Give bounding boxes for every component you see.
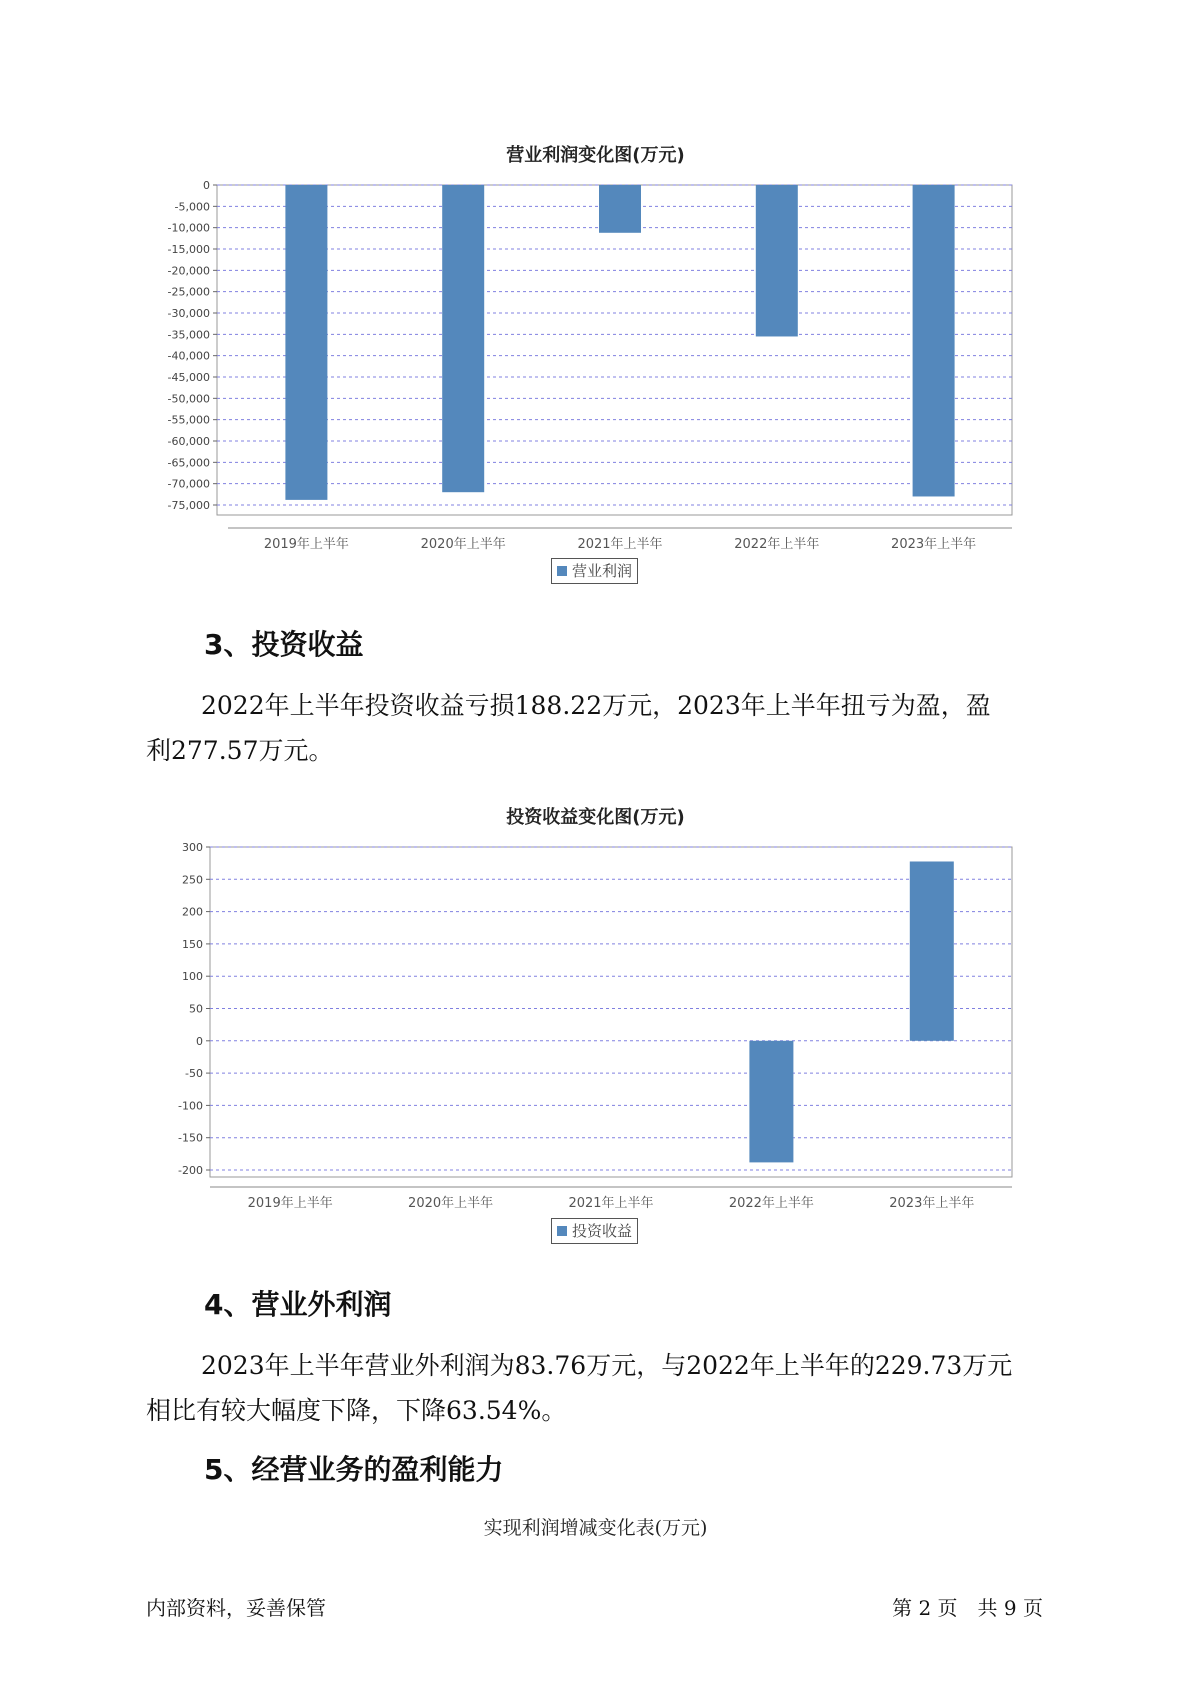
x-tick-label: 2022年上半年	[734, 537, 820, 552]
footer-confidential-note: 内部资料，妥善保管	[146, 1596, 326, 1620]
chart1-legend-label: 营业利润	[572, 562, 633, 580]
x-tick-label: 2021年上半年	[577, 537, 663, 552]
y-tick-label: -100	[178, 1099, 203, 1113]
y-tick-label: -10,000	[167, 221, 210, 235]
y-tick-label: 50	[189, 1002, 203, 1016]
y-tick-label: -150	[178, 1131, 203, 1145]
y-tick-label: -55,000	[167, 413, 210, 427]
section4-paragraph	[146, 1343, 1066, 1433]
y-tick-label: 150	[182, 937, 203, 951]
y-tick-label: -200	[178, 1164, 203, 1177]
section4-heading: 4、营业外利润	[204, 1288, 392, 1321]
y-tick-label: -30,000	[167, 307, 210, 320]
x-tick-label: 2023年上半年	[891, 537, 977, 552]
x-tick-label: 2021年上半年	[568, 1196, 654, 1211]
chart1-title: 营业利润变化图(万元)	[506, 145, 685, 166]
y-tick-label: -70,000	[167, 477, 210, 491]
x-tick-label: 2022年上半年	[728, 1196, 814, 1211]
y-tick-label: 0	[203, 179, 210, 192]
chart2-title: 投资收益变化图(万元)	[506, 807, 685, 828]
bar	[910, 861, 954, 1040]
y-tick-label: 250	[182, 873, 203, 887]
footer-page-number: 第 2 页 共 9 页	[892, 1596, 1043, 1620]
table-caption: 实现利润增减变化表(万元)	[483, 1517, 708, 1539]
y-tick-label: 100	[182, 970, 203, 984]
x-tick-label: 2023年上半年	[889, 1196, 975, 1211]
x-tick-label: 2019年上半年	[247, 1196, 333, 1211]
x-tick-label: 2020年上半年	[420, 537, 506, 552]
chart2-legend-label: 投资收益	[572, 1222, 633, 1240]
x-tick-label: 2020年上半年	[408, 1196, 494, 1211]
y-tick-label: 300	[182, 841, 203, 854]
bar	[749, 1041, 793, 1163]
y-tick-label: -20,000	[167, 264, 210, 278]
section3-line1: 2022年上半年投资收益亏损188.22万元，2023年上半年扭亏为盈，盈	[201, 691, 991, 720]
y-tick-label: -50,000	[167, 392, 210, 406]
y-tick-label: -40,000	[167, 349, 210, 363]
plot-frame	[210, 847, 1012, 1177]
y-tick-label: -35,000	[167, 328, 210, 342]
x-tick-label: 2019年上半年	[263, 537, 349, 552]
section3-heading: 3、投资收益	[204, 628, 364, 661]
y-tick-label: -50	[185, 1067, 203, 1081]
section4-line2: 相比有较大幅度下降，下降63.54%。	[146, 1396, 567, 1425]
y-tick-label: -75,000	[167, 499, 210, 512]
y-tick-label: -60,000	[167, 435, 210, 448]
y-tick-label: -25,000	[167, 285, 210, 299]
y-tick-label: -5,000	[174, 200, 210, 214]
y-tick-label: 200	[182, 905, 203, 919]
section4-line1: 2023年上半年营业外利润为83.76万元，与2022年上半年的229.73万元	[201, 1351, 1013, 1380]
legend-swatch	[557, 1226, 567, 1236]
chart2-legend	[551, 1218, 638, 1244]
y-tick-label: 0	[196, 1034, 203, 1048]
y-tick-label: -65,000	[167, 456, 210, 470]
section3-line2: 利277.57万元。	[146, 736, 334, 765]
section5-heading: 5、经营业务的盈利能力	[204, 1453, 504, 1486]
y-tick-label: -15,000	[167, 243, 210, 256]
y-tick-label: -45,000	[167, 371, 210, 384]
